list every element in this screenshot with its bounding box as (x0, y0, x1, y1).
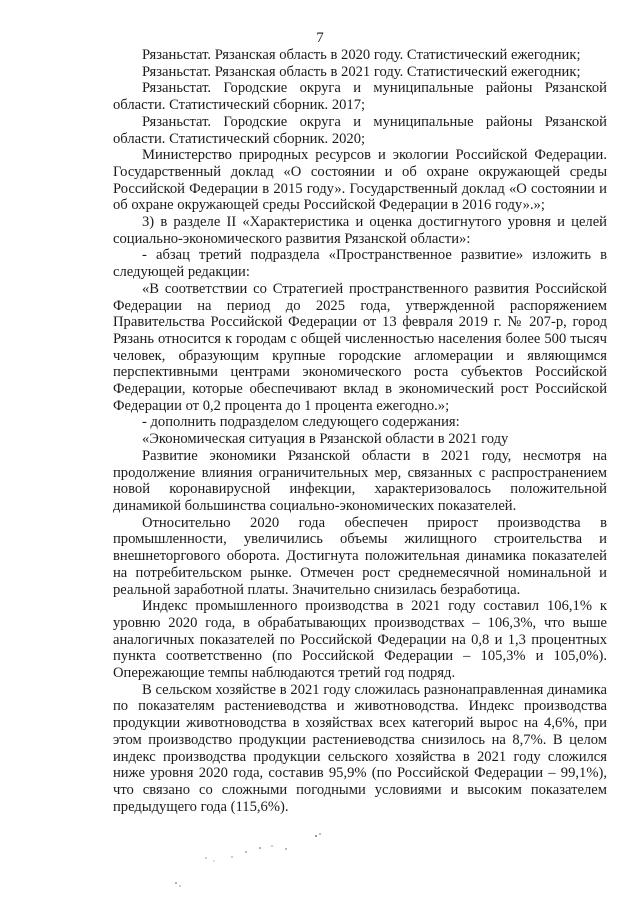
paragraph-source-2: Рязаньстат. Рязанская область в 2021 году. Статистический ежегодник; (142, 63, 581, 80)
paragraph-section-amendment: 3) в разделе II «Характеристика и оценка достигнутого уровня и целей социально-экономического развития Рязанской области»: (113, 214, 607, 247)
page-number: 7 (316, 30, 324, 46)
paragraph-agriculture: В сельском хозяйстве в 2021 году сложилась разнонаправленная динамика по показателям растениеводства и животноводства. Индекс производства продукции животноводства в хозяйствах всех категорий вырос на 4,6%, при этом производство продукции растениеводства снизилось на 8,7%. В целом индекс производства продукции сельского хозяйства в 2021 году сложился ниже уровня 2020 года, составив 95,9% (по Российской Федерации – 99,1%), что связано со сложными погодными условиями и высоким показателем предыдущего года (115,6%). (113, 681, 607, 815)
paragraph-economy-overview: Развитие экономики Рязанской области в 2021 году, несмотря на продолжение влияния ограничительных мер, связанных с распространением новой коронавирусной инфекции, характеризовалось положительной динамикой большинства социально-экономических показателей. (113, 447, 607, 514)
paragraph-spatial-development: «В соответствии со Стратегией пространственного развития Российской Федерации на период до 2025 года, утвержденной распоряжением Правительства Российской Федерации от 13 февраля 2019 г. № 207-р, город Рязань относится к городам с общей численностью населения более 500 тысяч человек, образующим крупные городские агломерации и являющимся перспективными центрами экономического роста субъектов Российской Федерации, которые обеспечивают вклад в экономический рост Российской Федерации от 0,2 процента до 1 процента ежегодно.»; (113, 280, 607, 414)
paragraph-source-4: Рязаньстат. Городские округа и муниципальные районы Рязанской области. Статистический сборник. 2020; (113, 113, 607, 147)
paragraph-source-3: Рязаньстат. Городские округа и муниципальные районы Рязанской области. Статистический сборник. 2017; (113, 80, 607, 114)
paragraph-source-5: Министерство природных ресурсов и экологии Российской Федерации. Государственный доклад «О состоянии и об охране окружающей среды Российской Федерации в 2015 году». Государственный доклад «О состоянии и об охране окружающей среды Российской Федерации в 2016 году».»; (113, 147, 607, 214)
paragraph-amendment-instruction: - абзац третий подраздела «Пространственное развитие» изложить в следующей редакции: (113, 247, 607, 281)
paragraph-source-1: Рязаньстат. Рязанская область в 2020 году. Статистический ежегодник; (142, 47, 581, 63)
subsection-heading: «Экономическая ситуация в Рязанской области в 2021 году (142, 431, 509, 448)
paragraph-growth-2020: Относительно 2020 года обеспечен прирост производства в промышленности, увеличились объемы жилищного строительства и внешнеторгового оборота. Достигнута положительная динамика показателей на потребительском рынке. Отмечен рост среднемесячной номинальной и реальной заработной платы. Значительно снизилась безработица. (113, 514, 607, 598)
paragraph-add-subsection: - дополнить подразделом следующего содержания: (142, 414, 460, 431)
paragraph-industrial-index: Индекс промышленного производства в 2021 году составил 106,1% к уровню 2020 года, в обрабатывающих производствах – 106,3%, что выше аналогичных показателей по Российской Федерации на 0,8 и 1,3 процентных пункта соответственно (по Российской Федерации – 105,3% и 105,0%). Опережающие темпы наблюдаются третий год подряд. (113, 598, 607, 682)
